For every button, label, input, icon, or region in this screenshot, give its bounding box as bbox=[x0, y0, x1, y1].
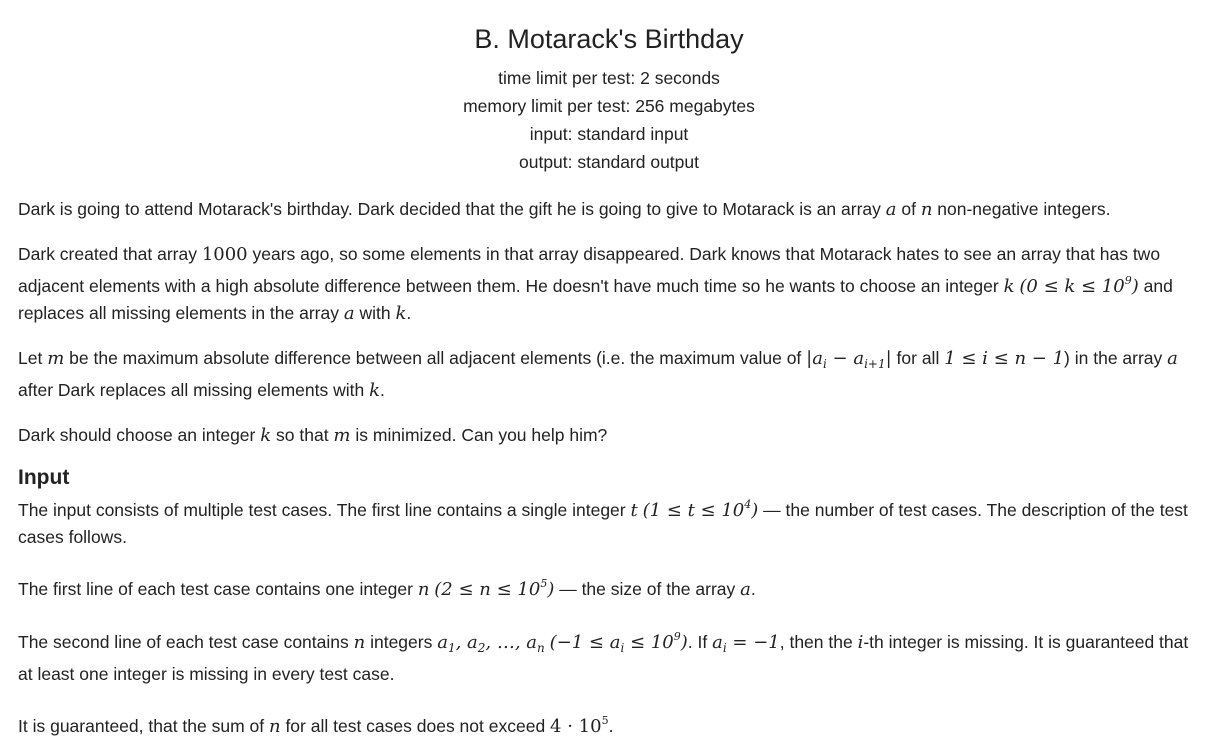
output-spec: output: standard output bbox=[519, 152, 699, 172]
math-var: a bbox=[885, 199, 897, 220]
math-range: $(0 \le k \le 10^9)$ bbox=[1019, 274, 1139, 297]
input-spec: input: standard input bbox=[529, 124, 689, 144]
math-var: m bbox=[333, 425, 351, 446]
statement-paragraph: Dark should choose an integer k so that m is minimized. Can you help him? bbox=[18, 425, 608, 446]
math-sequence: $a_1$, $a_2$, …, $a_n$ bbox=[437, 632, 545, 655]
math-range: $(-1 \le a_i \le 10^9)$ bbox=[549, 630, 688, 655]
math-var: n bbox=[920, 199, 933, 220]
math-var: k bbox=[1003, 276, 1015, 297]
math-range: $(1 \le t \le 10^4)$ bbox=[642, 498, 759, 521]
input-paragraph: The input consists of multiple test cases. The first line contains a single integer t $(1 \le t \le 10^4)$ — the number of test cases. The description of the test cases follows. bbox=[18, 498, 1188, 547]
problem-limits bbox=[0, 64, 1218, 176]
math-abs-diff: $|a_i - a_{i+1}|$ bbox=[806, 348, 892, 371]
math-var: m bbox=[47, 348, 65, 369]
math-var: t bbox=[630, 500, 638, 521]
math-var: a bbox=[740, 579, 751, 600]
problem-statement bbox=[18, 196, 1203, 740]
time-limit: time limit per test: 2 seconds bbox=[498, 68, 720, 88]
math-range: 1 ≤ i ≤ n − 1 bbox=[944, 348, 1065, 369]
input-paragraph: The first line of each test case contains one integer n $(2 \le n \le 10^5)$ — the size of the array a. bbox=[18, 577, 756, 600]
problem-title: B. Motarack's Birthday bbox=[474, 24, 744, 54]
input-paragraph: The second line of each test case contains n integers $a_1$, $a_2$, …, $a_n$ $(-1 \le a_i \le 10^9)$. If $a_i = -1$, then the i-th integer is missing. It is guaranteed that at least one integer is missing in every test case. bbox=[18, 630, 1189, 684]
math-value: $4 \cdot 10^5$ bbox=[550, 714, 609, 737]
math-range: $(2 \le n \le 10^5)$ bbox=[434, 577, 555, 600]
input-heading: Input bbox=[18, 466, 70, 489]
statement-paragraph: Dark created that array 1000 years ago, so some elements in that array disappeared. Dark knows that Motarack hates to see an array that has two adjacent elements with a high absolute difference between them. He doesn't have much time so he wants to choose an integer k $(0 \le k \le 10^9)$ and replaces all missing elements in the array a with k. bbox=[18, 244, 1173, 324]
math-var: k bbox=[395, 303, 407, 324]
math-var: n bbox=[268, 716, 281, 737]
math-var: a bbox=[1167, 348, 1178, 369]
math-var: k bbox=[260, 425, 272, 446]
math-var: a bbox=[343, 303, 355, 324]
memory-limit: memory limit per test: 256 megabytes bbox=[463, 96, 755, 116]
math-equation: $a_i = -1$ bbox=[712, 632, 780, 655]
statement-paragraph: Dark is going to attend Motarack's birthday. Dark decided that the gift he is going to give to Motarack is an array a of n non-negative integers. bbox=[18, 199, 1111, 220]
math-number: 1000 bbox=[201, 244, 248, 265]
math-var: n bbox=[353, 632, 366, 653]
statement-paragraph: Let m be the maximum absolute difference between all adjacent elements (i.e. the maximum value of $|a_i - a_{i+1}|$ for all 1 ≤ i ≤ n − 1) in the array a after Dark replaces all missing elements with k. bbox=[18, 348, 1178, 401]
math-var: n bbox=[417, 579, 430, 600]
math-var: i bbox=[857, 632, 864, 653]
problem-header bbox=[0, 0, 1218, 176]
math-var: k bbox=[369, 380, 381, 401]
input-paragraph: It is guaranteed, that the sum of n for all test cases does not exceed $4 \cdot 10^5$. bbox=[18, 714, 614, 737]
